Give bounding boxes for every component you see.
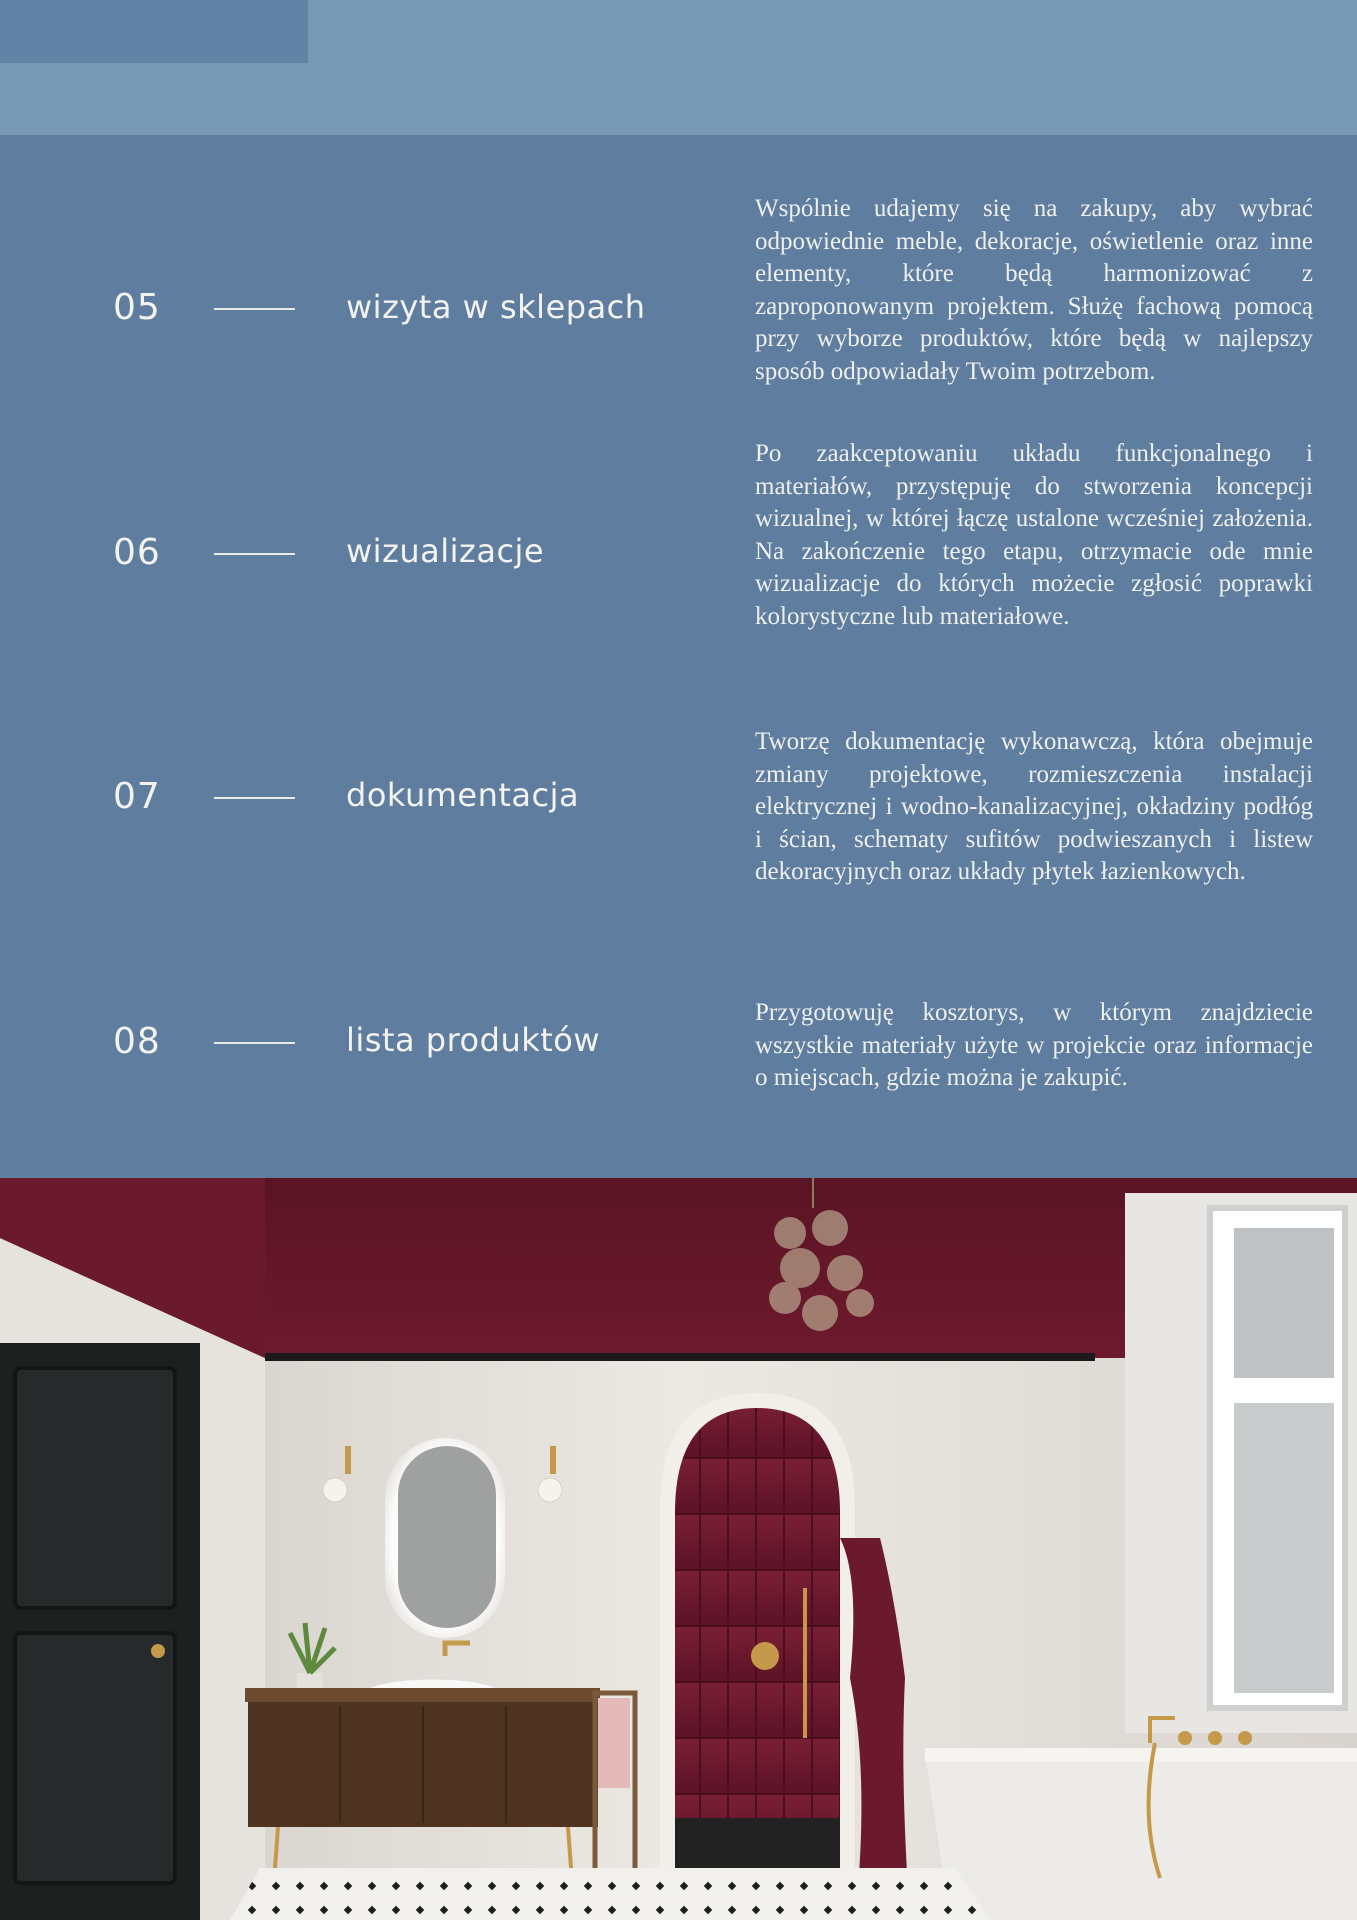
step-title: wizualizacje [346, 532, 545, 570]
step-number: 08 [113, 1021, 161, 1062]
step-description: Wspólnie udajemy się na zakupy, aby wybrać odpowiednie meble, dekoracje, oświetlenie oraz inne elementy, które będą harmonizować z zaproponowanym projektem. Służę fachową pomocą przy wyborze produktów, które będą w najlepszy sposób odpowiadały Twoim potrzebom. [755, 195, 1313, 385]
step-number: 05 [113, 287, 161, 328]
step-title: lista produktów [346, 1021, 601, 1059]
step-description: Przygotowuję kosztorys, w którym znajdziecie wszystkie materiały użyte w projekcie oraz informacje o miejscach, gdzie można je zakupić. [755, 999, 1313, 1091]
step-divider [214, 797, 295, 799]
step-divider [214, 308, 295, 310]
step-title: wizyta w sklepach [346, 288, 646, 326]
step-divider [214, 1042, 295, 1044]
step-title: dokumentacja [346, 776, 580, 814]
bathroom-visualization-image [0, 1178, 1357, 1920]
step-number: 07 [113, 776, 161, 817]
step-description: Tworzę dokumentację wykonawczą, która obejmuje zmiany projektowe, rozmieszczenia instalacji elektrycznej i wodno-kanalizacyjnej, okładziny podłóg i ścian, schematy sufitów podwieszanych i listew dekoracyjnych oraz układy płytek łazienkowych. [755, 728, 1313, 885]
step-number: 06 [113, 532, 161, 573]
step-description: Po zaakceptowaniu układu funkcjonalnego i materiałów, przystępuję do stworzenia koncepcji wizualnej, w której łączę ustalone wcześniej założenia. Na zakończenie tego etapu, otrzymacie ode mnie wizualizacje do których możecie zgłosić poprawki kolorystyczne lub materiałowe. [755, 440, 1313, 630]
top-tab [0, 0, 308, 63]
step-divider [214, 553, 295, 555]
